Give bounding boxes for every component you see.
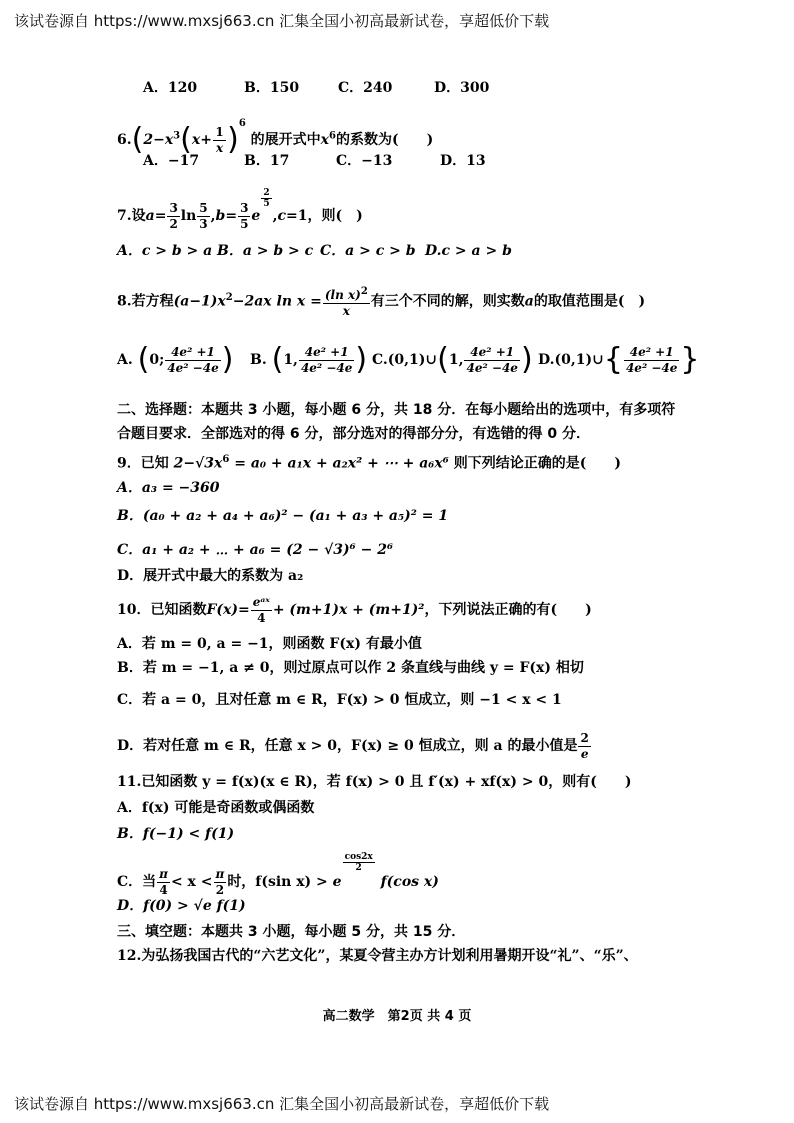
q9-option-c: C．a₁ + a₂ + ⋯ + a₆ = (2 − √3)⁶ − 2⁶: [117, 542, 394, 558]
q6-option-c: C．−13: [336, 153, 393, 169]
q8-option-c: C.(0,1)∪(1, $\frac{\text{4e² +1}}{\text{4e² −4e}}$ ): [372, 342, 533, 377]
q10-option-b: B．若 m = −1, a ≠ 0，则过原点可以作 2 条直线与曲线 y = F(x) 相切: [117, 660, 584, 676]
page-number: 高二数学 第2页 共 4 页: [322, 1009, 472, 1024]
q11-option-a: A．f(x) 可能是奇函数或偶函数: [117, 800, 315, 816]
section-3-heading: 三、填空题：本题共 3 小题，每小题 5 分，共 15 分．: [117, 924, 466, 940]
q5-option-a: A．120: [143, 80, 198, 96]
q11-option-d: D．f(0) > √e f(1): [117, 898, 246, 914]
q6-option-a: A．−17: [143, 153, 200, 169]
q7-option-d: D.c > a > b: [425, 243, 512, 259]
q5-option-c: C．240: [338, 80, 393, 96]
q8-option-b: B. (1, $\frac{\text{4e² +1}}{\text{4e² −4e}}$ ): [250, 342, 368, 377]
q8-option-a: A. (0; $\frac{\text{4e² +1}}{\text{4e² −4e}}$ ): [117, 342, 234, 377]
q6-option-b: B．17: [244, 153, 290, 169]
q7-option-a: A．c > b > a: [117, 243, 213, 259]
q10-option-a: A．若 m = 0, a = −1，则函数 F(x) 有最小值: [117, 636, 422, 652]
q11-option-b: B．f(−1) < f(1): [117, 826, 235, 842]
q6-option-d: D．13: [440, 153, 486, 169]
q5-option-b: B．150: [244, 80, 300, 96]
q11-option-c: C．当 $\frac{\pi}{4}$ < x < $\frac{\pi}{2}$ 时，f(sin x) > e $\frac{\cos 2x}{2}$ f(cos x): [117, 852, 439, 897]
q10-option-d: D．若对任意 m ∈ R，任意 x > 0，F(x) ≥ 0 恒成立，则 a 的最小值是 $\frac{2}{e}$: [117, 730, 589, 761]
q9-stem: 9．已知 $2-√3x^6 = a_0 + a_1x + a_2x^2$ + ⋯ + a₆x⁶ 则下列结论正确的是( ): [117, 454, 621, 472]
q12-stem: 12.为弘扬我国古代的“六艺文化”，某夏令营主办方计划利用暑期开设“礼”、“乐”、: [117, 948, 638, 964]
q9-option-a: A．a₃ = −360: [117, 480, 220, 496]
q7-option-c: C．a > c > b: [320, 243, 416, 259]
q11-stem: 11.已知函数 y = f(x)(x ∈ R)，若 f(x) > 0 且 f′(x) + xf(x) > 0，则有( ): [117, 774, 632, 790]
footer-watermark: 该试卷源自 https://www.mxsj663.cn 汇集全国小初高最新试卷，享超低价下载: [14, 1095, 550, 1113]
q8-option-d: D.(0,1)∪{ $\frac{\text{4e² +1}}{\text{4e² −4e}}$ }: [538, 342, 700, 377]
q8-stem: 8.若方程$(a-1)x^2-2ax$ ln x = $\frac{(\ln x)^2}{x}$ 有三个不同的解，则实数a的取值范围是( ): [117, 286, 646, 319]
q10-stem: 10．已知函数F(x)= eᵃˣ 4 + (m+1)x + (m+1)²，下列说法正确的有( ): [117, 594, 592, 625]
q5-option-d: D．300: [434, 80, 490, 96]
section-2-heading: 二、选择题：本题共 3 小题，每小题 6 分，共 18 分．在每小题给出的选项中，有多项符 合题目要求．全部选对的得 6 分，部分选对的得部分分，有选错的得 0 分．: [117, 402, 676, 442]
q7-stem: 7.设a= $\frac{3}{2}$ ln $\frac{5}{3}$ ,b= $\frac{3}{5}$ e $\frac{2}{5}$ ,c=1，则( ): [117, 188, 363, 231]
q6-stem: $6.(2-x^3(x+$ $\frac{1}{x}$ )$^6$ 的展开式中$x^6$的系数为( ): [117, 118, 434, 157]
q7-option-b: B．a > b > c: [217, 243, 314, 259]
q10-option-c: C．若 a = 0，且对任意 m ∈ R，F(x) > 0 恒成立，则 −1 < x < 1: [117, 692, 562, 708]
q9-option-d: D．展开式中最大的系数为 a₂: [117, 568, 304, 584]
q9-option-b: B．(a₀ + a₂ + a₄ + a₆)² − (a₁ + a₃ + a₅)² = 1: [117, 508, 449, 524]
header-watermark: 该试卷源自 https://www.mxsj663.cn 汇集全国小初高最新试卷，享超低价下载: [14, 12, 550, 30]
